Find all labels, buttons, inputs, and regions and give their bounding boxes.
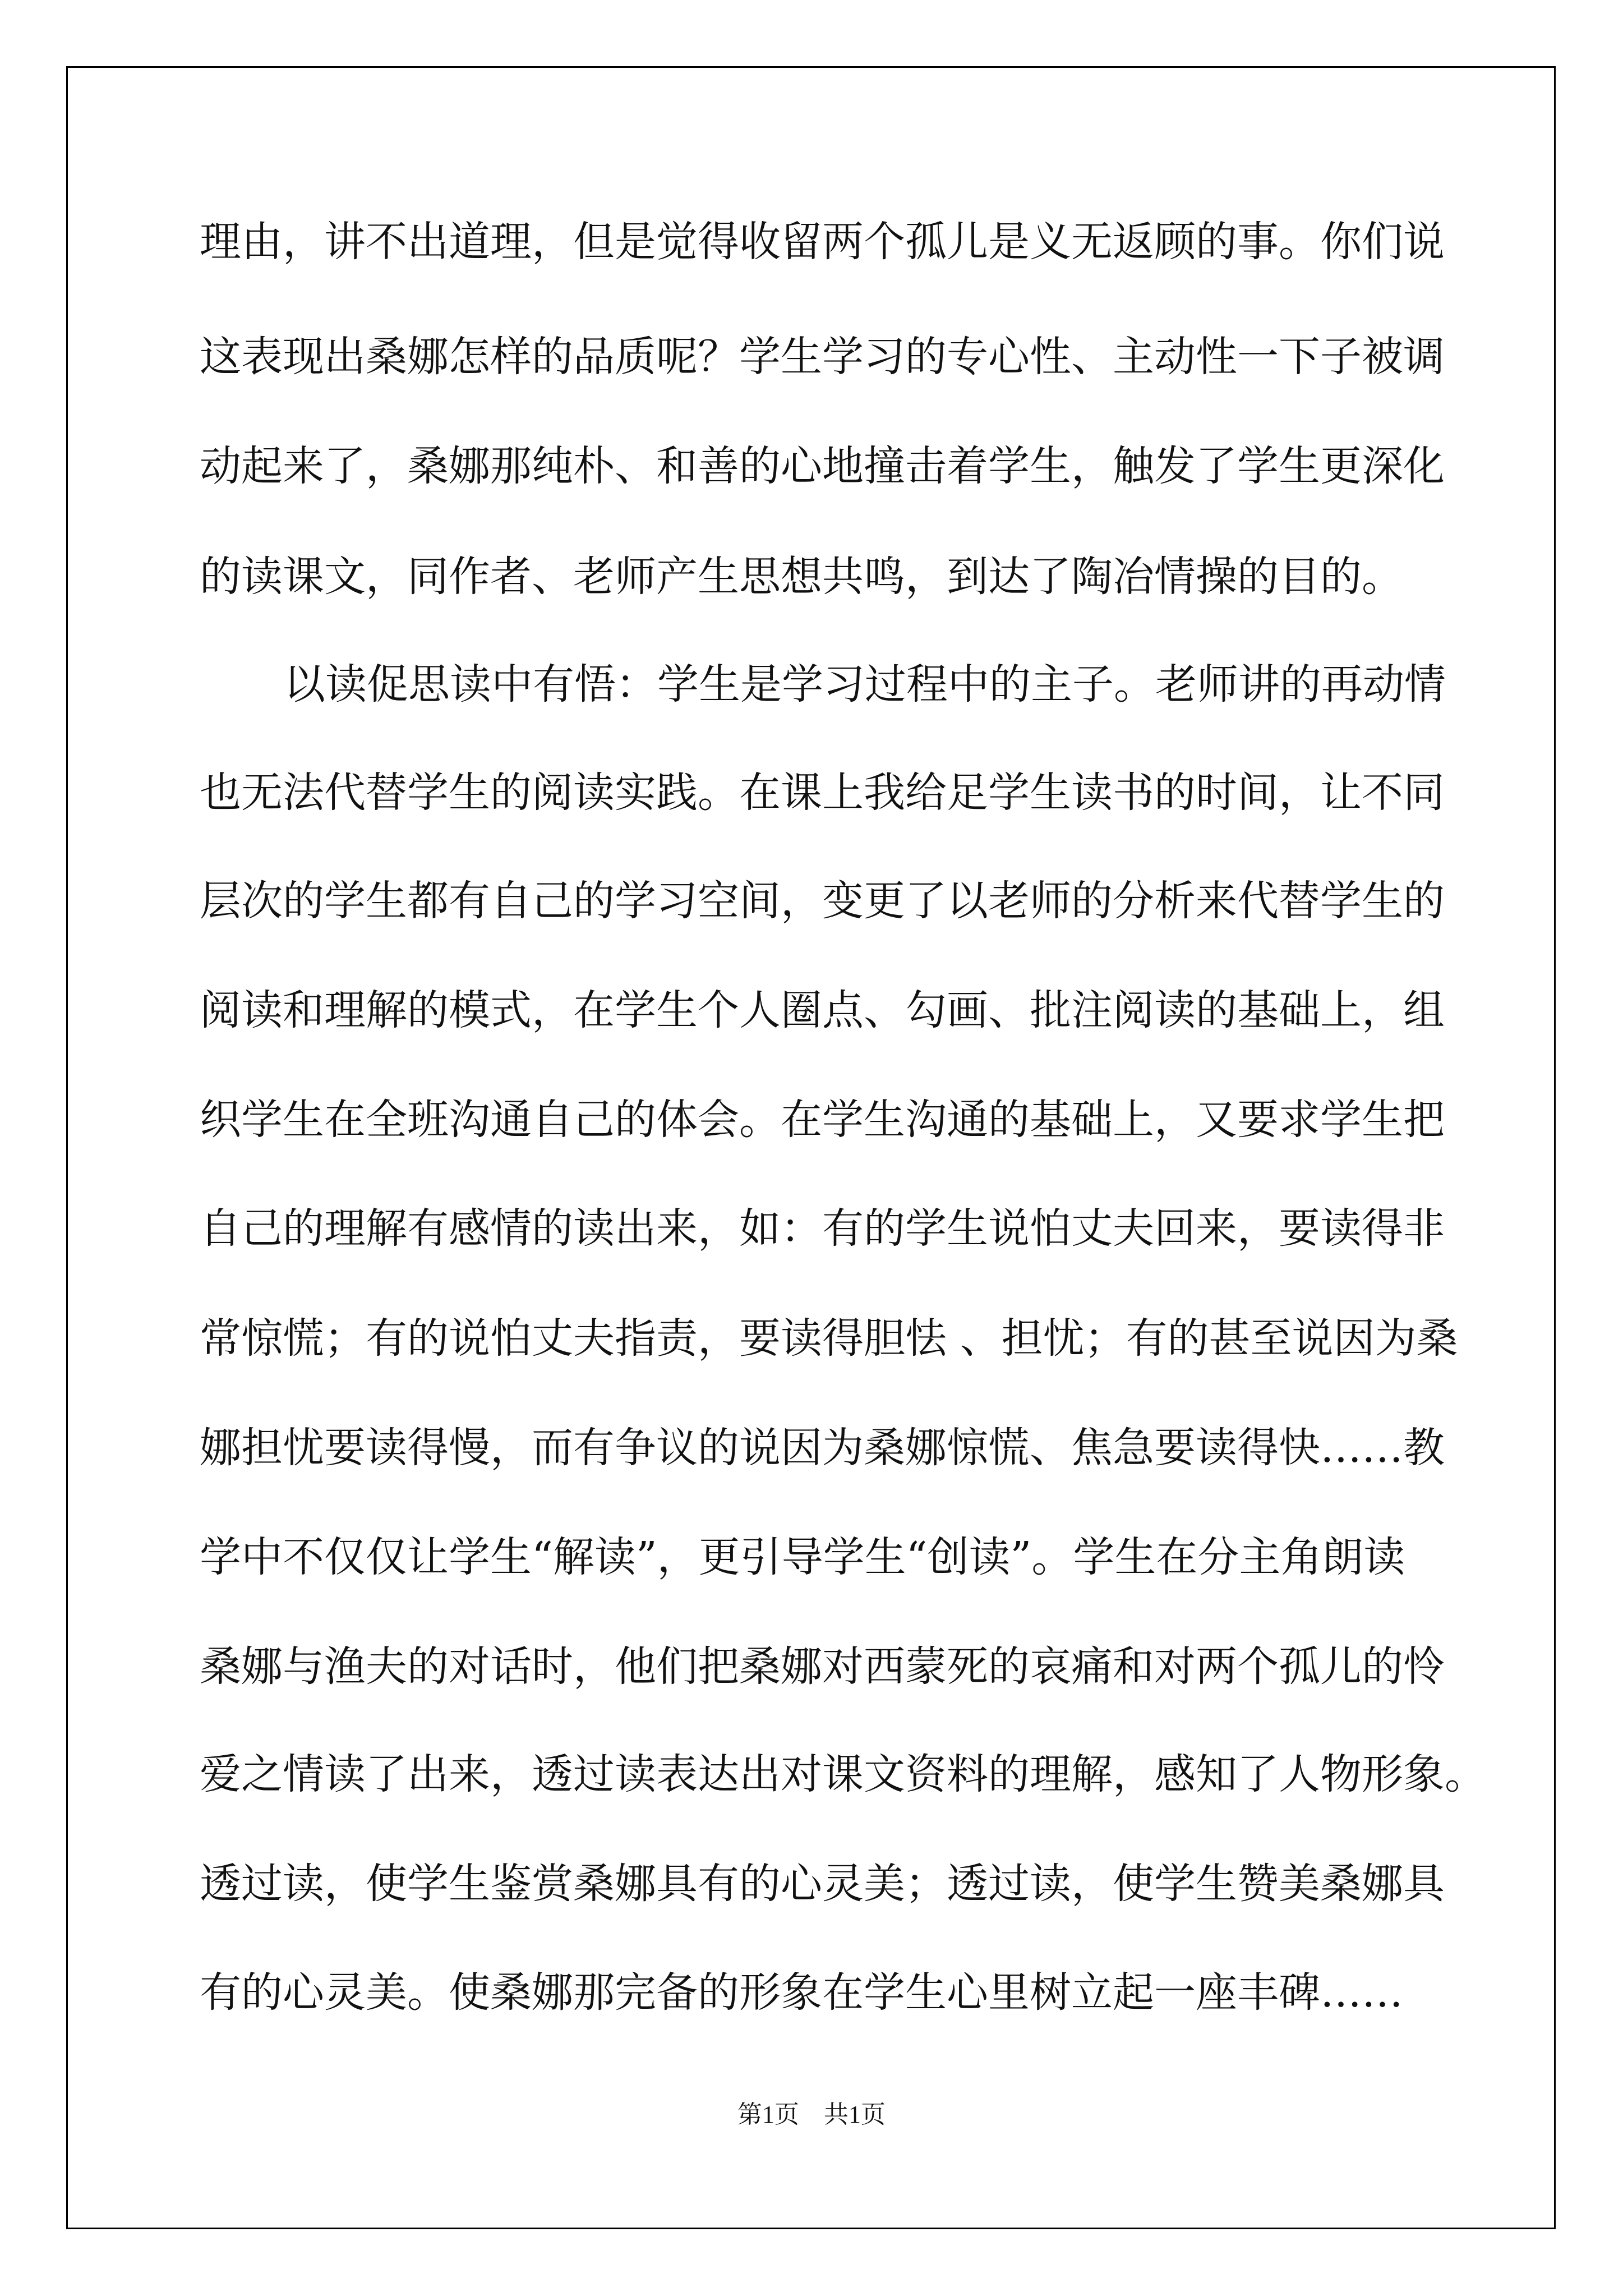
paragraph-2-line-1: 以读促思读中有悟：学生是学习过程中的主子。老师讲的再动情 — [284, 660, 1446, 708]
paragraph-1-line-4: 的读课文，同作者、老师产生思想共鸣，到达了陶冶情操的目的。 — [200, 553, 1403, 601]
paragraph-2-line-2: 也无法代替学生的阅读实践。在课上我给足学生读书的时间，让不同 — [200, 769, 1445, 817]
paragraph-2-line-12: 透过读，使学生鉴赏桑娜具有的心灵美；透过读，使学生赞美桑娜具 — [200, 1860, 1445, 1908]
paragraph-2-line-5: 织学生在全班沟通自己的体会。在学生沟通的基础上，又要求学生把 — [200, 1096, 1445, 1144]
paragraph-2-line-7: 常惊慌；有的说怕丈夫指责，要读得胆怯 、担忧；有的甚至说因为桑 — [200, 1314, 1458, 1363]
paragraph-2-line-10: 桑娜与渔夫的对话时，他们把桑娜对西蒙死的哀痛和对两个孤儿的怜 — [200, 1642, 1445, 1691]
page-number-footer: 第1页 共1页 — [737, 2101, 886, 2128]
paragraph-2-line-4: 阅读和理解的模式，在学生个人圈点、勾画、批注阅读的基础上，组 — [200, 986, 1445, 1034]
paragraph-2-line-8: 娜担忧要读得慢，而有争议的说因为桑娜惊慌、焦急要读得快……教 — [200, 1424, 1445, 1472]
paragraph-2-line-6: 自己的理解有感情的读出来，如：有的学生说怕丈夫回来，要读得非 — [200, 1204, 1445, 1253]
paragraph-2-line-9: 学中不仅仅让学生“解读”，更引导学生“创读”。学生在分主角朗读 — [200, 1533, 1405, 1581]
paragraph-2-line-11: 爱之情读了出来，透过读表达出对课文资料的理解，感知了人物形象。 — [200, 1750, 1486, 1798]
paragraph-1-line-2: 这表现出桑娜怎样的品质呢？学生学习的专心性、主动性一下子被调 — [200, 333, 1445, 381]
paragraph-2-line-3: 层次的学生都有自己的学习空间，变更了以老师的分析来代替学生的 — [200, 877, 1445, 925]
paragraph-1-line-1: 理由，讲不出道理，但是觉得收留两个孤儿是义无返顾的事。你们说 — [200, 218, 1445, 266]
paragraph-2-line-13: 有的心灵美。使桑娜那完备的形象在学生心里树立起一座丰碑…… — [200, 1968, 1403, 2017]
paragraph-1-line-3: 动起来了，桑娜那纯朴、和善的心地撞击着学生，触发了学生更深化 — [200, 442, 1445, 490]
